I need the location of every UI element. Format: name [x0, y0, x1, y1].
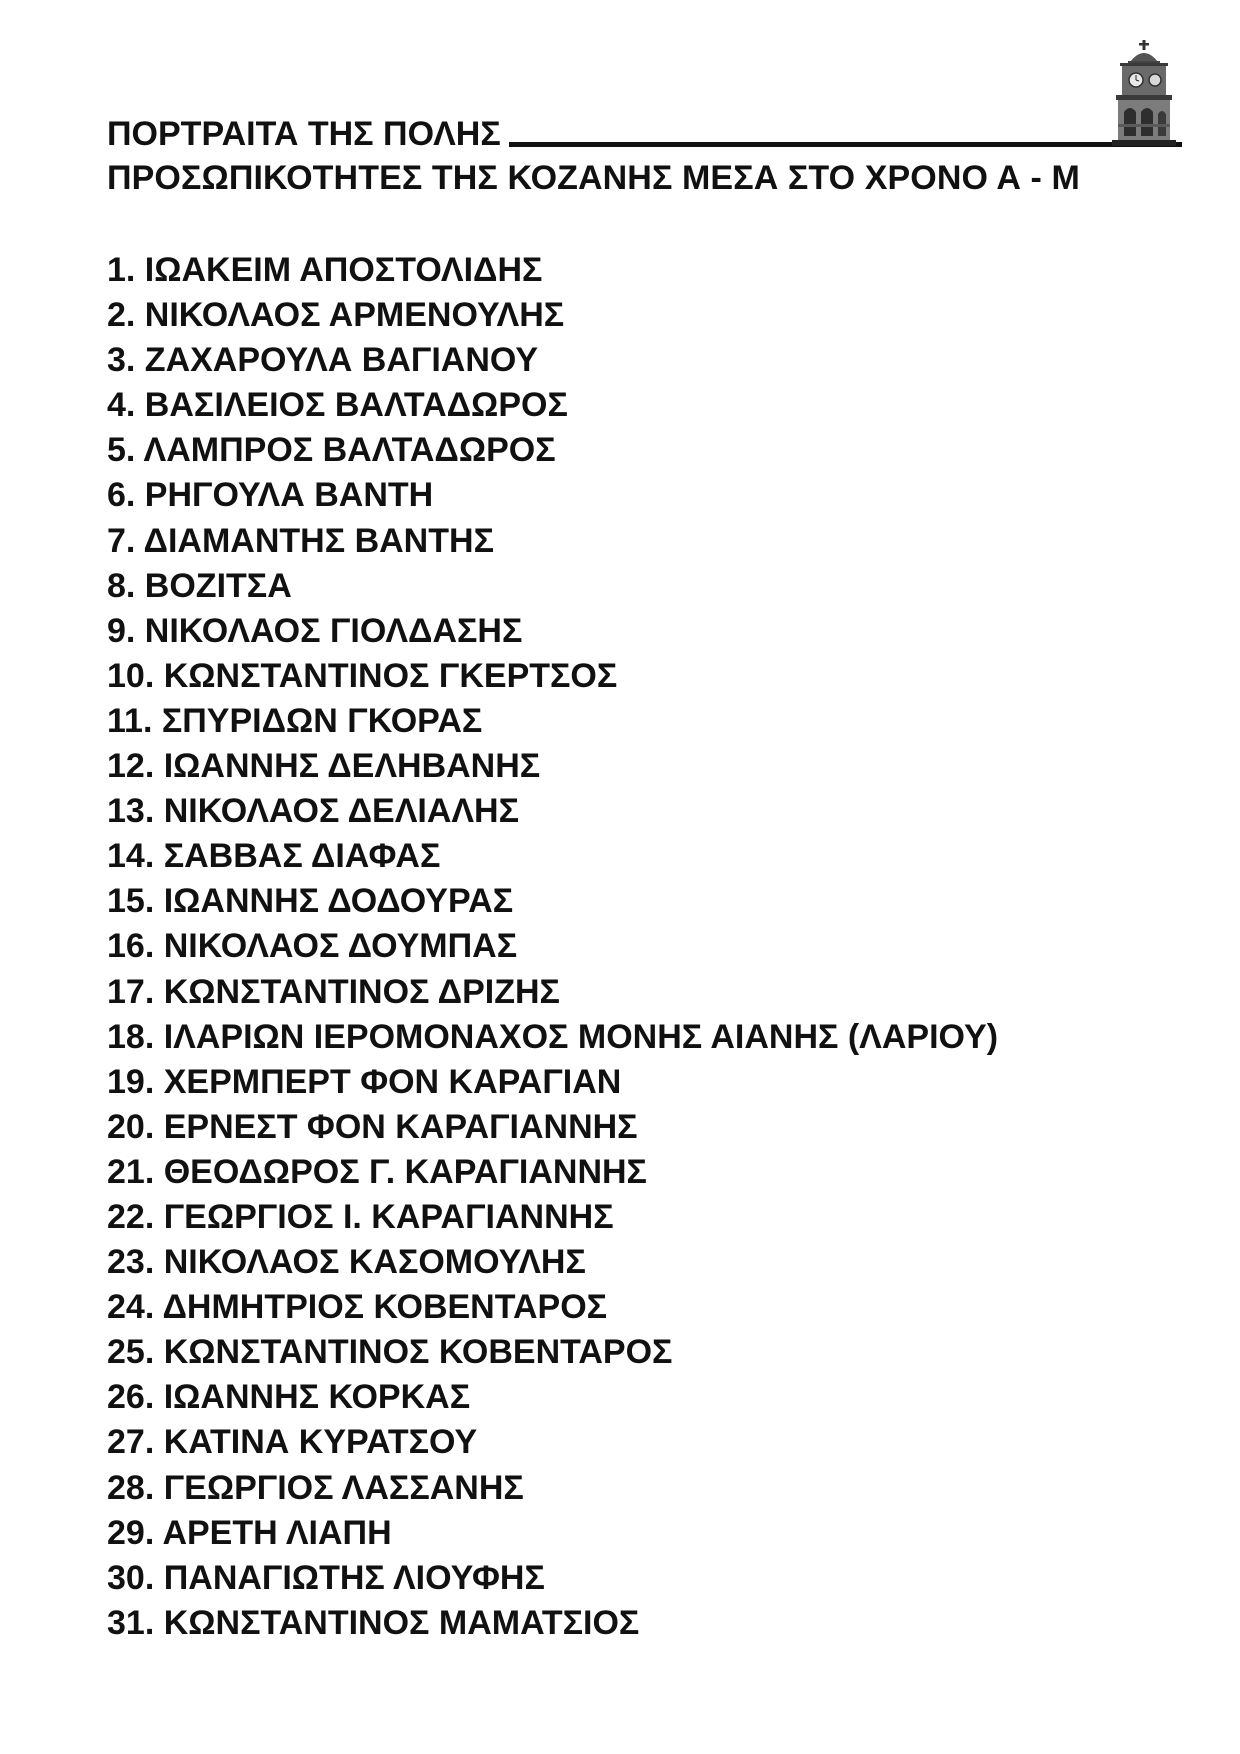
list-item: 15. ΙΩΑΝΝΗΣ ΔΟΔΟΥΡΑΣ: [107, 882, 514, 921]
list-item: 5. ΛΑΜΠΡΟΣ ΒΑΛΤΑΔΩΡΟΣ: [107, 431, 556, 470]
list-item: 24. ΔΗΜΗΤΡΙΟΣ ΚΟΒΕΝΤΑΡΟΣ: [107, 1288, 608, 1327]
list-item: 13. ΝΙΚΟΛΑΟΣ ΔΕΛΙΑΛΗΣ: [107, 792, 520, 831]
list-item: 9. ΝΙΚΟΛΑΟΣ ΓΙΟΛΔΑΣΗΣ: [107, 611, 523, 650]
list-item: 4. ΒΑΣΙΛΕΙΟΣ ΒΑΛΤΑΔΩΡΟΣ: [107, 386, 568, 425]
list-item: 2. ΝΙΚΟΛΑΟΣ ΑΡΜΕΝΟΥΛΗΣ: [107, 296, 565, 335]
list-item: 20. ΕΡΝΕΣΤ ΦΟΝ ΚΑΡΑΓΙΑΝΝΗΣ: [107, 1107, 638, 1146]
page-title: ΠΟΡΤΡΑΙΤΑ ΤΗΣ ΠΟΛΗΣ: [107, 115, 501, 153]
list-item: 1. ΙΩΑΚΕΙΜ ΑΠΟΣΤΟΛΙΔΗΣ: [107, 251, 543, 289]
page-subtitle: ΠΡΟΣΩΠΙΚΟΤΗΤΕΣ ΤΗΣ ΚΟΖΑΝΗΣ ΜΕΣΑ ΣΤΟ ΧΡΟΝΟ Α - Μ: [107, 159, 1080, 197]
list-item: 19. ΧΕΡΜΠΕΡΤ ΦΟΝ ΚΑΡΑΓΙΑΝ: [107, 1062, 622, 1101]
list-item: 29. ΑΡΕΤΗ ΛΙΑΠΗ: [107, 1513, 392, 1552]
list-item: 16. ΝΙΚΟΛΑΟΣ ΔΟΥΜΠΑΣ: [107, 927, 518, 966]
list-item: 26. ΙΩΑΝΝΗΣ ΚΟΡΚΑΣ: [107, 1378, 471, 1417]
list-item: 11. ΣΠΥΡΙΔΩΝ ΓΚΟΡΑΣ: [107, 701, 483, 740]
names-list: [107, 248, 998, 1646]
list-item: 31. ΚΩΝΣΤΑΝΤΙΝΟΣ ΜΑΜΑΤΣΙΟΣ: [107, 1603, 640, 1642]
title-row: [107, 112, 1182, 156]
document-header: [107, 112, 1182, 200]
list-item: 23. ΝΙΚΟΛΑΟΣ ΚΑΣΟΜΟΥΛΗΣ: [107, 1243, 586, 1282]
list-item: 27. ΚΑΤΙΝΑ ΚΥΡΑΤΣΟΥ: [107, 1423, 478, 1462]
list-item: 28. ΓΕΩΡΓΙΟΣ ΛΑΣΣΑΝΗΣ: [107, 1468, 524, 1507]
list-item: 3. ΖΑΧΑΡΟΥΛΑ ΒΑΓΙΑΝΟΥ: [107, 341, 539, 380]
list-item: 18. ΙΛΑΡΙΩΝ ΙΕΡΟΜΟΝΑΧΟΣ ΜΟΝΗΣ ΑΙΑΝΗΣ (ΛΑΡΙΟΥ): [107, 1017, 999, 1056]
list-item: 25. ΚΩΝΣΤΑΝΤΙΝΟΣ ΚΟΒΕΝΤΑΡΟΣ: [107, 1333, 673, 1372]
list-item: 6. ΡΗΓΟΥΛΑ ΒΑΝΤΗ: [107, 476, 434, 515]
list-item: 22. ΓΕΩΡΓΙΟΣ Ι. ΚΑΡΑΓΙΑΝΝΗΣ: [107, 1197, 614, 1236]
clock-tower-icon: [1108, 40, 1180, 146]
list-item: 17. ΚΩΝΣΤΑΝΤΙΝΟΣ ΔΡΙΖΗΣ: [107, 972, 560, 1011]
list-item: 12. ΙΩΑΝΝΗΣ ΔΕΛΗΒΑΝΗΣ: [107, 747, 541, 786]
list-item: 14. ΣΑΒΒΑΣ ΔΙΑΦΑΣ: [107, 837, 441, 876]
list-item: 30. ΠΑΝΑΓΙΩΤΗΣ ΛΙΟΥΦΗΣ: [107, 1558, 545, 1597]
list-item: 7. ΔΙΑΜΑΝΤΗΣ ΒΑΝΤΗΣ: [107, 521, 494, 560]
list-item: 8. ΒΟΖΙΤΣΑ: [107, 566, 292, 605]
list-item: 10. ΚΩΝΣΤΑΝΤΙΝΟΣ ΓΚΕΡΤΣΟΣ: [107, 656, 618, 695]
title-rule: [509, 142, 1182, 147]
list-item: 21. ΘΕΟΔΩΡΟΣ Γ. ΚΑΡΑΓΙΑΝΝΗΣ: [107, 1152, 647, 1191]
